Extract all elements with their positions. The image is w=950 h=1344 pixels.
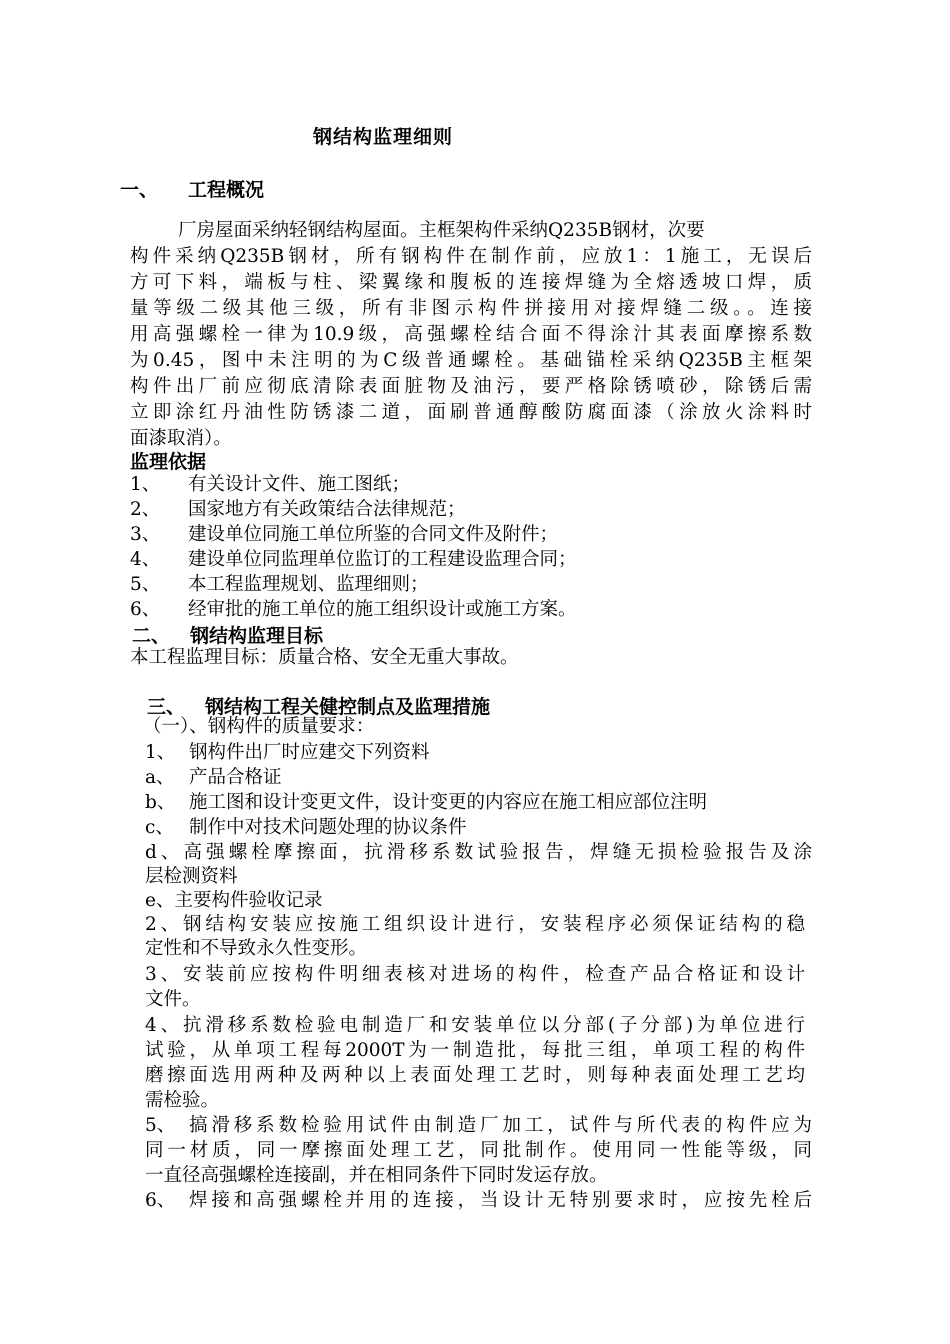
paragraph-line: 面漆取消）。 xyxy=(130,428,232,449)
list-number: 6、 xyxy=(145,1190,176,1211)
list-letter: a、 xyxy=(145,767,175,788)
paragraph-line: 为0.45，图中未注明的为C级普通螺栓。基础锚栓采纳Q235B主框架 xyxy=(130,350,812,371)
section-3-title: 钢结构工程关健控制点及监理措施 xyxy=(205,696,491,718)
section-1-title: 工程概况 xyxy=(188,179,265,201)
paragraph-line: 构件出厂前应彻底清除表面脏物及油污，要严格除锈喷砂，除锈后需 xyxy=(130,376,812,397)
list-text: 钢构件出厂时应建交下列资料 xyxy=(189,742,430,763)
section-3-number: 三、 xyxy=(147,696,186,718)
list-text: 国家地方有关政策结合法律规范； xyxy=(188,499,466,520)
section-1-number: 一、 xyxy=(120,179,159,201)
item-5-first-line xyxy=(145,1113,812,1139)
paragraph-line: 量等级二级其他三级，所有非图示构件拼接用对接焊缝二级。。连接 xyxy=(130,298,812,319)
item-3-line: 3、安装前应按构件明细表核对进场的构件，检查产品合格证和设计 xyxy=(145,964,805,985)
list-text: 焊接和高强螺栓并用的连接，当设计无特别要求时，应按先栓后 xyxy=(189,1190,812,1211)
list-number: 6、 xyxy=(130,599,161,620)
section-2-title: 钢结构监理目标 xyxy=(190,625,324,647)
item-2-line: 定性和不导致永久性变形。 xyxy=(145,938,368,959)
item-5-line: 一直径高强螺栓连接副，并在相同条件下同时发运存放。 xyxy=(145,1165,608,1186)
list-number: 3、 xyxy=(130,524,161,545)
item-4-line: 磨擦面选用两种及两种以上表面处理工艺时，则每种表面处理工艺均 xyxy=(145,1065,805,1086)
list-text: 施工图和设计变更文件，设计变更的内容应在施工相应部位注明 xyxy=(189,792,708,813)
section-2-text: 本工程监理目标：质量合格、安全无重大事故。 xyxy=(130,647,519,668)
item-2-line: 2、钢结构安装应按施工组织设计进行，安装程序必须保证结构的稳 xyxy=(145,914,805,935)
list-item xyxy=(130,497,466,523)
item-4-line: 需检验。 xyxy=(145,1090,220,1111)
list-item-e: e、主要构件验收记录 xyxy=(145,890,323,911)
subsection-heading: （一）、钢构件的质量要求： xyxy=(143,716,375,737)
section-2-number: 二、 xyxy=(132,625,171,647)
list-item-d-cont: 层检测资料 xyxy=(145,866,238,887)
section-2-heading xyxy=(132,621,323,648)
item-4-line: 4、抗滑移系数检验电制造厂和安装单位以分部(子分部)为单位进行 xyxy=(145,1015,805,1036)
document-title: 钢结构监理细则 xyxy=(313,126,454,148)
list-number: 2、 xyxy=(130,499,161,520)
paragraph-line: 方可下料，端板与柱、梁翼缘和腹板的连接焊缝为全熔透坡口焊，质 xyxy=(130,272,812,293)
list-item xyxy=(145,815,467,841)
list-number: 4、 xyxy=(130,549,161,570)
list-item xyxy=(145,765,282,791)
paragraph-line: 厂房屋面采纳轻钢结构屋面。主框架构件采纳Q235B钢材，次要 xyxy=(178,220,705,241)
list-text: 经审批的施工单位的施工组织设计或施工方案。 xyxy=(188,599,577,620)
list-number: 1、 xyxy=(130,474,161,495)
section-1-heading xyxy=(120,175,264,202)
list-number: 5、 xyxy=(145,1115,176,1136)
list-item xyxy=(130,547,577,573)
list-number: 1、 xyxy=(145,742,176,763)
list-item xyxy=(130,522,558,548)
paragraph-line: 立即涂红丹油性防锈漆二道，面刷普通醇酸防腐面漆（涂放火涂料时 xyxy=(130,402,812,423)
item-3-line: 文件。 xyxy=(145,989,201,1010)
list-text: 本工程监理规划、监理细则； xyxy=(188,574,429,595)
item-5-line: 同一材质，同一摩擦面处理工艺，同批制作。使用同一性能等级，同 xyxy=(145,1140,812,1161)
list-item-d: d、高强螺栓摩擦面，抗滑移系数试验报告，焊缝无损检验报告及涂 xyxy=(145,842,812,863)
list-item xyxy=(130,572,429,598)
item-4-line: 试验，从单项工程每2000T为一制造批，每批三组，单项工程的构件 xyxy=(145,1040,805,1061)
list-text: 产品合格证 xyxy=(189,767,282,788)
list-text: 有关设计文件、施工图纸； xyxy=(188,474,411,495)
list-item xyxy=(145,790,707,816)
list-text: 建设单位同监理单位监订的工程建设监理合同； xyxy=(188,549,577,570)
list-text: 建设单位同施工单位所鉴的合同文件及附件； xyxy=(188,524,559,545)
list-item xyxy=(130,472,410,498)
paragraph-line: 用高强螺栓一律为10.9级，高强螺栓结合面不得涂汁其表面摩擦系数 xyxy=(130,324,812,345)
basis-heading: 监理依据 xyxy=(130,451,207,473)
list-text: 搞滑移系数检验用试件由制造厂加工，试件与所代表的构件应为 xyxy=(189,1115,812,1136)
paragraph-line: 构件采纳Q235B钢材，所有钢构件在制作前，应放1：1施工，无误后 xyxy=(130,246,812,267)
list-item xyxy=(130,597,577,623)
list-item xyxy=(145,740,430,766)
list-letter: b、 xyxy=(145,792,176,813)
list-number: 5、 xyxy=(130,574,161,595)
item-6-line xyxy=(145,1188,812,1214)
list-letter: c、 xyxy=(145,817,174,838)
list-text: 制作中对技术问题处理的协议条件 xyxy=(189,817,467,838)
